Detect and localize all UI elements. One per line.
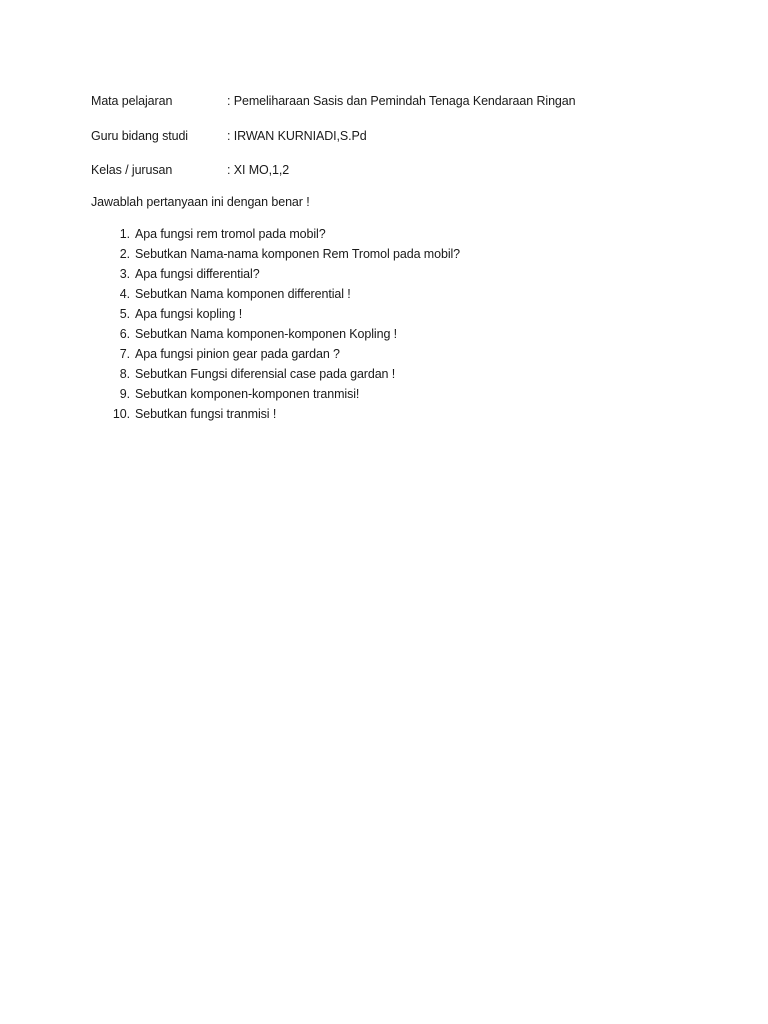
teacher-label: Guru bidang studi [91,129,188,143]
teacher-value: : IRWAN KURNIADI,S.Pd [227,129,367,143]
subject-row [91,91,711,111]
class-row [91,160,711,180]
question-text: Apa fungsi pinion gear pada gardan ? [135,347,340,361]
question-number: 2. [119,247,130,261]
teacher-row [91,126,711,146]
subject-label: Mata pelajaran [91,94,173,108]
question-number: 9. [119,387,130,401]
question-text: Sebutkan fungsi tranmisi ! [135,407,277,421]
question-number: 1. [119,227,130,241]
instruction-text: Jawablah pertanyaan ini dengan benar ! [91,195,310,209]
question-number: 4. [119,287,130,301]
question-number: 10. [112,407,130,421]
question-text: Apa fungsi rem tromol pada mobil? [135,227,326,241]
question-text: Sebutkan Nama komponen differential ! [135,287,351,301]
question-text: Sebutkan Fungsi diferensial case pada gardan ! [135,367,396,381]
question-number: 6. [119,327,130,341]
question-number: 5. [119,307,130,321]
question-text: Sebutkan Nama-nama komponen Rem Tromol pada mobil? [135,247,461,261]
subject-value: : Pemeliharaan Sasis dan Pemindah Tenaga Kendaraan Ringan [227,94,576,108]
question-number: 8. [119,367,130,381]
question-text: Sebutkan Nama komponen-komponen Kopling ! [135,327,398,341]
class-label: Kelas / jurusan [91,163,173,177]
class-value: : XI MO,1,2 [227,163,290,177]
question-number: 3. [119,267,130,281]
question-text: Sebutkan komponen-komponen tranmisi! [135,387,360,401]
question-text: Apa fungsi differential? [135,267,260,281]
question-number: 7. [119,347,130,361]
question-text: Apa fungsi kopling ! [135,307,243,321]
